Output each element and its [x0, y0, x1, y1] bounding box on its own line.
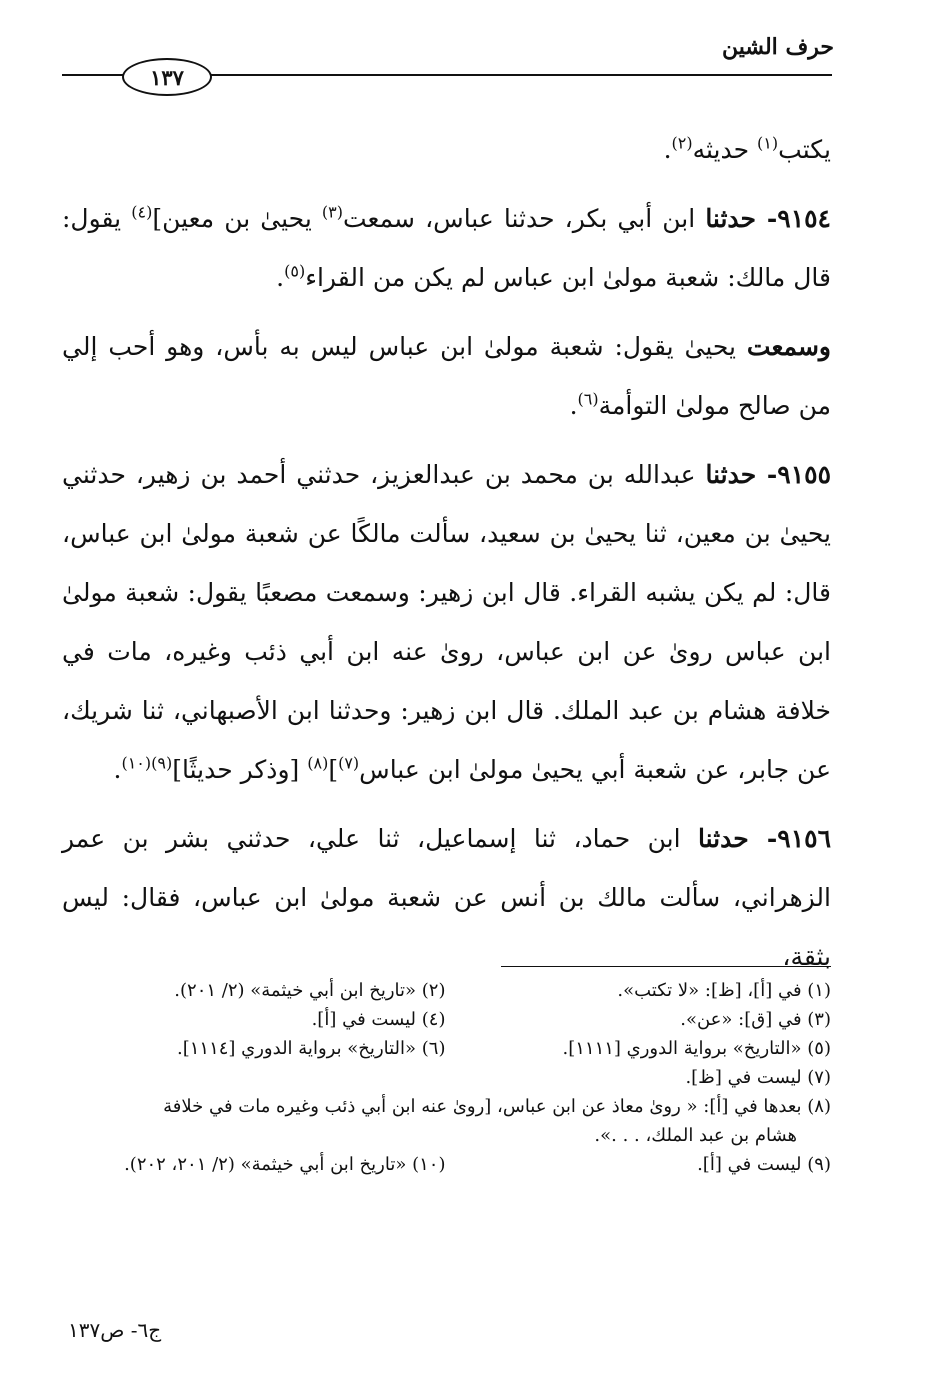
hadith-lead-word: حدثنا	[705, 460, 757, 489]
footnote-ref[interactable]: (١)	[757, 133, 779, 153]
footnotes	[60, 976, 831, 1179]
page-number: ١٣٧	[150, 64, 184, 90]
footnote-9: (٩) ليست في [أ].	[697, 1154, 831, 1175]
footnote-7: (٧) ليست في [ظ].	[685, 1067, 831, 1088]
chapter-title: حرف الشين	[721, 34, 834, 60]
footnote-ref[interactable]: (٨)	[307, 753, 329, 773]
footnote-ref[interactable]: (٧)	[338, 753, 360, 773]
text-run: .	[663, 135, 672, 164]
hadith-number: ٩١٥٦-	[748, 824, 831, 853]
hadith-9154	[62, 189, 831, 307]
footnote-row	[60, 976, 831, 1005]
text-run: ]	[328, 755, 339, 784]
footnote-1: (١) في [أ]، [ظ]: «لا تكتب».	[617, 980, 831, 1001]
text-run: [وذكر حديثًا]	[172, 755, 308, 784]
footnote-row	[60, 1063, 831, 1092]
footnote-ref[interactable]: (١٠)	[121, 753, 152, 773]
footnote-ref[interactable]: (٤)	[131, 202, 153, 222]
text-run: .	[276, 263, 285, 292]
footnote-row	[60, 1005, 831, 1034]
text-run: ابن حماد، ثنا إسماعيل، ثنا علي، حدثني بشر بن عمر الزهراني، سألت مالك بن أنس عن شعبة مولىٰ ابن عباس، فقال: ليس بثقة،	[62, 824, 831, 971]
footnote-8: (٨) بعدها في [أ]: « روىٰ معاذ عن ابن عباس، [روىٰ عنه ابن أبي ذئب وغيره مات في خلافة	[163, 1096, 831, 1117]
paragraph-intro	[62, 120, 831, 179]
footnote-ref[interactable]: (٦)	[577, 389, 599, 409]
hadith-number: ٩١٥٥-	[756, 460, 831, 489]
text-run: يحيىٰ يقول: شعبة مولىٰ ابن عباس ليس به بأس، وهو أحب إلي من صالح مولىٰ التوأمة	[62, 332, 831, 420]
footnote-4: (٤) ليست في [أ].	[311, 1009, 446, 1030]
footnote-10: (١٠) «تاريخ ابن أبي خيثمة» (٢/ ٢٠١، ٢٠٢).	[124, 1154, 446, 1175]
footnote-6: (٦) «التاريخ» برواية الدوري [١١١٤].	[176, 1038, 446, 1059]
lead-word: وسمعت	[746, 332, 831, 361]
text-run: ابن أبي بكر، حدثنا عباس، سمعت	[342, 204, 706, 233]
footnote-ref[interactable]: (٩)	[151, 753, 173, 773]
page-reference: ج٦- ص١٣٧	[68, 1318, 162, 1342]
text-run: حديثه	[692, 135, 758, 164]
text-run: يكتب	[778, 135, 831, 164]
text-run: يقول: قال مالك: شعبة مولىٰ ابن عباس لم يكن من القراء	[62, 204, 831, 292]
hadith-lead-word: حدثنا	[698, 824, 749, 853]
text-run: عبدالله بن محمد بن عبدالعزيز، حدثني أحمد بن زهير، حدثني يحيىٰ بن معين، ثنا يحيىٰ بن سعيد، سألت مالكًا عن شعبة مولىٰ ابن عباس، قال: لم يكن يشبه القراء. قال ابن زهير: وسمعت مصعبًا يقول: شعبة مولىٰ ابن عباس روىٰ عن ابن عباس، روىٰ عنه ابن أبي ذئب وغيره، مات في خلافة هشام بن عبد الملك. قال ابن زهير: وحدثنا ابن الأصبهاني، ثنا شريك، عن جابر، عن شعبة أبي يحيىٰ مولىٰ ابن عباس	[62, 460, 831, 784]
main-text	[62, 120, 831, 996]
footnote-separator	[501, 966, 831, 967]
hadith-9156	[62, 809, 831, 986]
footnote-row	[60, 1150, 831, 1179]
paragraph-yahya	[62, 317, 831, 435]
footnote-3: (٣) في [ق]: «عن».	[680, 1009, 831, 1030]
footnote-8-continuation: هشام بن عبد الملك، . . .».	[594, 1125, 797, 1146]
footnote-5: (٥) «التاريخ» برواية الدوري [١١١١].	[562, 1038, 831, 1059]
text-run: يحيىٰ بن معين]	[152, 204, 322, 233]
hadith-9155	[62, 445, 831, 799]
footnote-ref[interactable]: (٣)	[321, 202, 343, 222]
footnote-ref[interactable]: (٥)	[284, 261, 306, 281]
page-number-badge	[122, 58, 212, 96]
footnote-2: (٢) «تاريخ ابن أبي خيثمة» (٢/ ٢٠١).	[174, 980, 446, 1001]
footnote-row	[60, 1034, 831, 1063]
text-run: .	[569, 391, 578, 420]
footnote-ref[interactable]: (٢)	[671, 133, 693, 153]
footnote-row	[60, 1121, 831, 1150]
hadith-number: ٩١٥٤-	[756, 204, 831, 233]
text-run: .	[113, 755, 122, 784]
hadith-lead-word: حدثنا	[705, 204, 757, 233]
footnote-row	[60, 1092, 831, 1121]
